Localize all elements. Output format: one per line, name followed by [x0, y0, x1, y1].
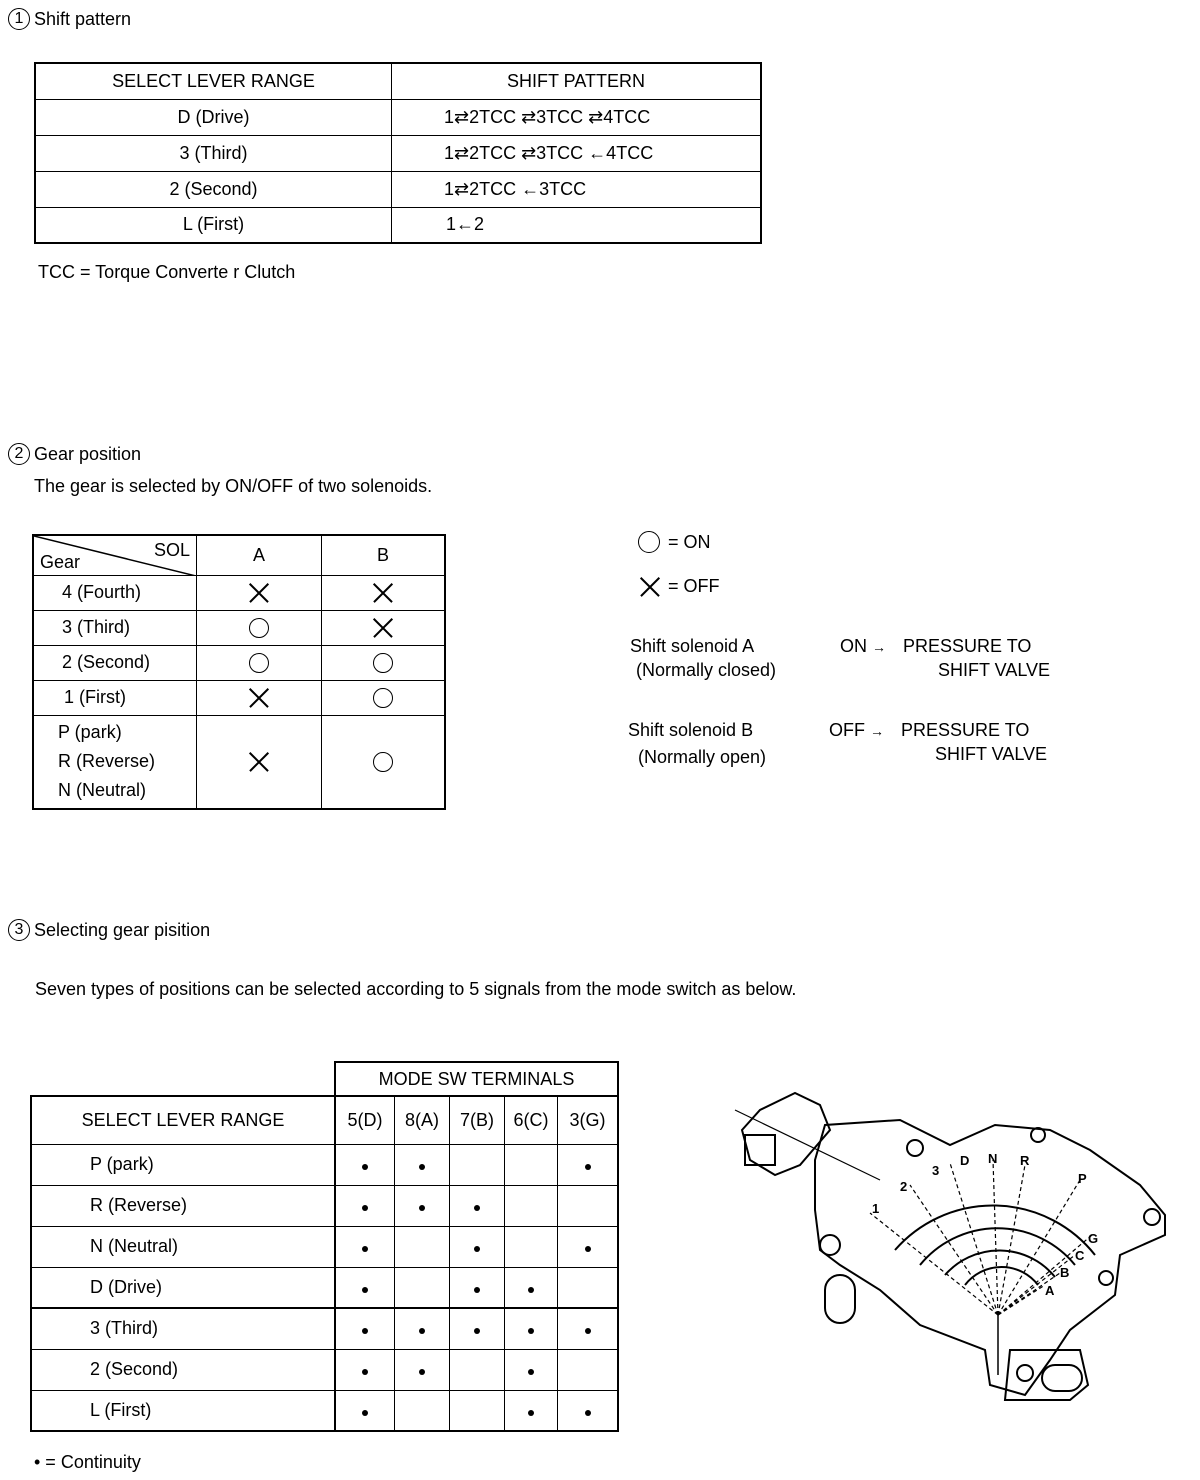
shift-row-range: 3 (Third) — [35, 135, 392, 171]
sol-a-cell — [197, 715, 322, 809]
continuity-cell — [395, 1308, 450, 1349]
terminal-header: 5(D) — [335, 1096, 395, 1144]
diagram-label-N: N — [988, 1151, 998, 1166]
diagram-label-2: 2 — [900, 1179, 908, 1194]
sol-b-cell — [322, 680, 446, 715]
diagram-label-G: G — [1088, 1231, 1099, 1246]
continuity-dot-icon — [474, 1246, 480, 1252]
corner-sol-label: SOL — [153, 540, 190, 560]
continuity-cell — [395, 1390, 450, 1431]
legend-off-label: = OFF — [668, 576, 720, 596]
continuity-dot-icon — [362, 1246, 368, 1252]
continuity-cell — [505, 1185, 558, 1226]
mode-table-row — [31, 1144, 618, 1185]
mode-rows — [31, 1144, 618, 1431]
diagram-label-1: 1 — [872, 1201, 880, 1216]
diagram-label-D: D — [960, 1153, 970, 1168]
diagram-label-B: B — [1060, 1265, 1070, 1280]
off-mark-icon — [249, 688, 269, 708]
continuity-cell — [335, 1267, 395, 1308]
continuity-cell — [505, 1144, 558, 1185]
shift-row-pattern: 1⇄2TCC ⇄3TCC ←4TCC — [392, 135, 762, 171]
mode-sw-group-header: MODE SW TERMINALS — [335, 1062, 618, 1096]
continuity-cell — [450, 1349, 505, 1390]
mount-hole-icon — [1031, 1128, 1045, 1142]
gear-position-table — [32, 534, 446, 810]
continuity-cell — [558, 1308, 619, 1349]
shift-row-pattern: 1⇄2TCC ⇄3TCC ⇄4TCC — [392, 99, 762, 135]
continuity-dot-icon — [362, 1410, 368, 1416]
sol-b-cell — [322, 575, 446, 610]
continuity-dot-icon — [362, 1287, 368, 1293]
continuity-cell — [558, 1390, 619, 1431]
on-mark-icon — [249, 618, 269, 638]
shift-row-pattern: 1⇄2TCC ←3TCC — [392, 171, 762, 207]
gear-label: P (park) — [58, 722, 122, 743]
sol-b-cell — [322, 715, 446, 809]
off-mark-icon — [249, 752, 269, 772]
mode-range-label: L (First) — [31, 1390, 335, 1431]
diagram-label-R: R — [1020, 1153, 1030, 1168]
wire-lead — [735, 1110, 880, 1180]
mode-table-row — [31, 1267, 618, 1308]
section2-subtitle: The gear is selected by ON/OFF of two solenoids. — [34, 476, 433, 496]
solenoid-a-state-label: ON — [840, 636, 867, 656]
diagram-label-3: 3 — [932, 1163, 940, 1178]
continuity-dot-icon — [528, 1369, 534, 1375]
continuity-dot-icon — [474, 1328, 480, 1334]
blank-cell — [31, 1062, 335, 1096]
mode-range-label: N (Neutral) — [31, 1226, 335, 1267]
continuity-cell — [450, 1267, 505, 1308]
solenoid-a-name: Shift solenoid A — [630, 636, 755, 656]
continuity-dot-icon — [585, 1164, 591, 1170]
solenoid-a-state — [840, 634, 886, 659]
section3-title: Selecting gear pisition — [34, 919, 211, 940]
continuity-cell — [395, 1267, 450, 1308]
continuity-dot-icon — [585, 1246, 591, 1252]
solenoid-a-result2: SHIFT VALVE — [938, 660, 1051, 680]
sol-a-header: A — [197, 535, 322, 575]
terminal-header: 3(G) — [558, 1096, 619, 1144]
continuity-cell — [450, 1185, 505, 1226]
on-mark-icon — [373, 752, 393, 772]
continuity-cell — [450, 1226, 505, 1267]
mode-switch-diagram — [720, 1085, 1190, 1405]
continuity-cell — [558, 1185, 619, 1226]
continuity-cell — [335, 1226, 395, 1267]
mount-hole-icon — [907, 1140, 923, 1156]
gear-label: 1 (First) — [33, 680, 197, 715]
continuity-cell — [395, 1226, 450, 1267]
tcc-note: TCC = Torque Converte r Clutch — [38, 262, 296, 282]
shift-header-pattern: SHIFT PATTERN — [392, 63, 762, 99]
continuity-cell — [335, 1308, 395, 1349]
continuity-cell — [558, 1226, 619, 1267]
continuity-cell — [335, 1390, 395, 1431]
continuity-cell — [335, 1349, 395, 1390]
continuity-cell — [505, 1226, 558, 1267]
diagram-label-P: P — [1078, 1171, 1087, 1186]
sol-a-cell — [197, 575, 322, 610]
on-mark-icon — [373, 688, 393, 708]
mount-hole-icon — [1017, 1365, 1033, 1381]
continuity-cell — [335, 1144, 395, 1185]
mount-hole-icon — [1099, 1271, 1113, 1285]
continuity-cell — [558, 1349, 619, 1390]
mount-hole-icon — [1144, 1209, 1160, 1225]
continuity-dot-icon — [528, 1410, 534, 1416]
section2-number: 2 — [8, 443, 30, 465]
mode-range-label: R (Reverse) — [31, 1185, 335, 1226]
continuity-cell — [450, 1308, 505, 1349]
continuity-cell — [450, 1144, 505, 1185]
sol-a-cell — [197, 645, 322, 680]
sol-a-cell — [197, 680, 322, 715]
on-mark-icon — [373, 653, 393, 673]
contact-arc — [945, 1250, 1055, 1277]
gear-label: 3 (Third) — [33, 610, 197, 645]
contact-arc — [965, 1267, 1038, 1285]
sol-a-cell — [197, 610, 322, 645]
mode-table-row — [31, 1349, 618, 1390]
gear-label: 4 (Fourth) — [33, 575, 197, 610]
terminal-header: 7(B) — [450, 1096, 505, 1144]
continuity-dot-icon — [362, 1328, 368, 1334]
solenoid-a-type: (Normally closed) — [636, 660, 777, 680]
terminal-header: 6(C) — [505, 1096, 558, 1144]
continuity-dot-icon — [362, 1164, 368, 1170]
arrow-right-icon: → — [870, 723, 885, 739]
off-mark-icon — [249, 583, 269, 603]
continuity-dot-icon — [474, 1205, 480, 1211]
continuity-dot-icon — [585, 1410, 591, 1416]
mode-range-label: 3 (Third) — [31, 1308, 335, 1349]
legend-on-label: = ON — [668, 531, 711, 552]
section1-title: Shift pattern — [34, 8, 132, 29]
gear-label: N (Neutral) — [58, 780, 147, 801]
solenoid-b-type: (Normally open) — [638, 747, 767, 767]
shift-row-range: D (Drive) — [35, 99, 392, 135]
solenoid-b-result1: PRESSURE TO — [901, 720, 1030, 740]
section1-number: 1 — [8, 8, 30, 30]
arrow-right-icon: → — [872, 639, 887, 655]
continuity-dot-icon — [362, 1369, 368, 1375]
shift-pattern-table — [34, 62, 762, 244]
section2-heading — [8, 443, 141, 465]
continuity-dot-icon — [419, 1328, 425, 1334]
diagram-label-A: A — [1045, 1283, 1055, 1298]
mode-table-row — [31, 1308, 618, 1349]
shift-row-range: L (First) — [35, 207, 392, 243]
sol-b-cell — [322, 610, 446, 645]
shift-row-range: 2 (Second) — [35, 171, 392, 207]
solenoid-b-state-label: OFF — [829, 720, 865, 740]
mount-slot — [825, 1275, 855, 1323]
mode-table-row — [31, 1185, 618, 1226]
solenoid-b-state — [829, 718, 884, 743]
continuity-cell — [395, 1349, 450, 1390]
section3-heading — [8, 919, 210, 941]
continuity-dot-icon — [585, 1328, 591, 1334]
gear-corner-cell — [33, 535, 197, 575]
continuity-cell — [505, 1390, 558, 1431]
continuity-note: • = Continuity — [34, 1452, 141, 1472]
shift-header-range: SELECT LEVER RANGE — [35, 63, 392, 99]
continuity-dot-icon — [528, 1328, 534, 1334]
off-mark-icon — [373, 618, 393, 638]
corner-gear-label: Gear — [40, 551, 81, 572]
shift-row-pattern: 1←2 — [392, 207, 762, 243]
sol-b-header: B — [322, 535, 446, 575]
terminal-header: 8(A) — [395, 1096, 450, 1144]
continuity-dot-icon — [419, 1369, 425, 1375]
on-mark-icon — [638, 531, 660, 553]
continuity-dot-icon — [419, 1164, 425, 1170]
diagram-label-C: C — [1075, 1248, 1085, 1263]
section2-title: Gear position — [34, 443, 142, 464]
off-mark-icon — [640, 577, 660, 597]
continuity-dot-icon — [474, 1287, 480, 1293]
arm-slot — [1042, 1365, 1082, 1391]
continuity-cell — [450, 1390, 505, 1431]
section1-heading — [8, 8, 131, 30]
continuity-cell — [335, 1185, 395, 1226]
legend-on — [638, 531, 711, 553]
solenoid-a-result1: PRESSURE TO — [903, 636, 1032, 656]
on-mark-icon — [249, 653, 269, 673]
continuity-dot-icon — [419, 1205, 425, 1211]
continuity-dot-icon — [528, 1287, 534, 1293]
mode-range-label: D (Drive) — [31, 1267, 335, 1308]
mode-switch-table — [30, 1061, 619, 1432]
mode-range-label: P (park) — [31, 1144, 335, 1185]
mode-range-label: 2 (Second) — [31, 1349, 335, 1390]
gear-label: R (Reverse) — [58, 751, 156, 772]
mode-range-header: SELECT LEVER RANGE — [31, 1096, 335, 1144]
legend-off — [640, 576, 720, 597]
continuity-cell — [558, 1144, 619, 1185]
gear-label: 2 (Second) — [33, 645, 197, 680]
solenoid-b-result2: SHIFT VALVE — [935, 744, 1048, 764]
continuity-cell — [505, 1308, 558, 1349]
mode-table-row — [31, 1226, 618, 1267]
sol-b-cell — [322, 645, 446, 680]
continuity-cell — [395, 1144, 450, 1185]
section3-subtitle: Seven types of positions can be selected according to 5 signals from the mode switch as below. — [35, 979, 797, 999]
continuity-cell — [505, 1267, 558, 1308]
off-mark-icon — [373, 583, 393, 603]
continuity-cell — [395, 1185, 450, 1226]
mode-table-row — [31, 1390, 618, 1431]
continuity-dot-icon — [362, 1205, 368, 1211]
gear-label-group — [33, 715, 197, 809]
continuity-cell — [505, 1349, 558, 1390]
mount-hole-icon — [820, 1235, 840, 1255]
continuity-cell — [558, 1267, 619, 1308]
solenoid-b-name: Shift solenoid B — [628, 720, 754, 740]
section3-number: 3 — [8, 919, 30, 941]
